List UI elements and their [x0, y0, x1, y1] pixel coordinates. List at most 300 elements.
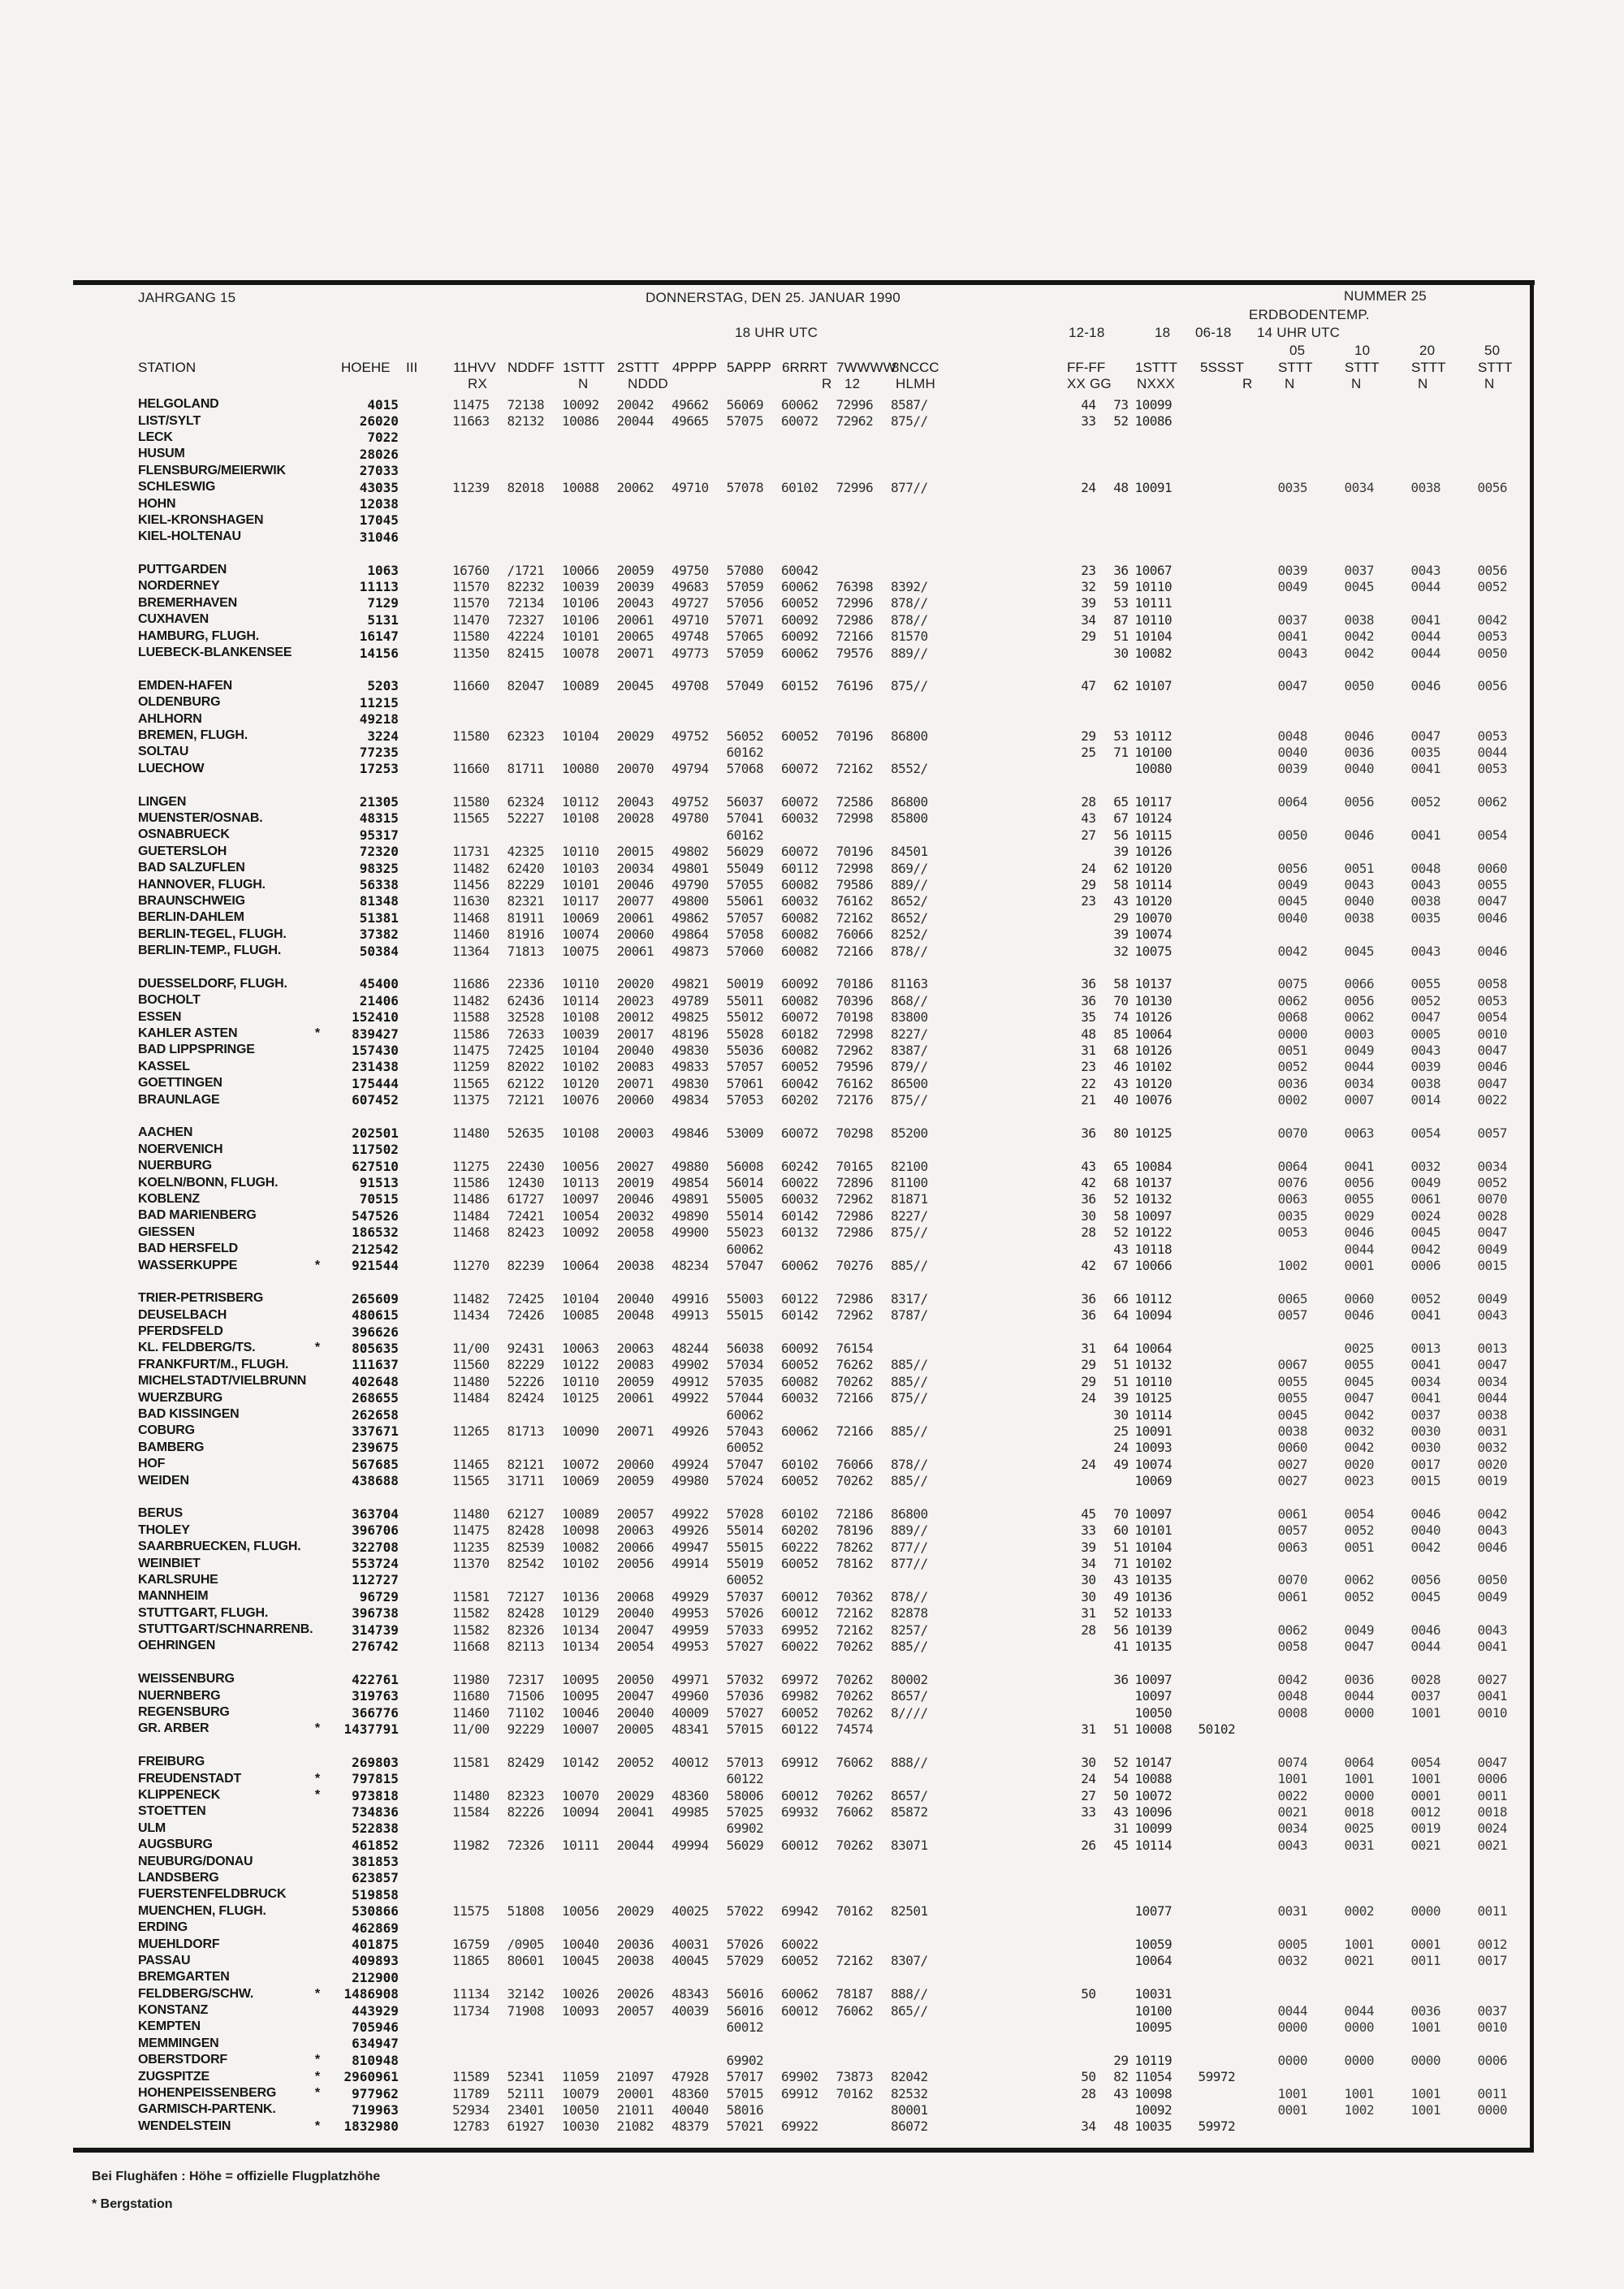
1sttt-18utc-value: 10064	[1134, 1953, 1173, 1969]
group-8nccc: 8657/	[891, 1688, 928, 1704]
sub-n: N	[578, 376, 589, 391]
station-name: BRAUNSCHWEIG	[138, 893, 245, 908]
station-name: LINGEN	[138, 794, 187, 809]
1sttt-18utc-value: 10135	[1134, 1572, 1173, 1588]
table-row	[138, 1406, 1531, 1423]
soil-05cm: 0008	[1277, 1704, 1308, 1721]
sub-r: R	[822, 376, 832, 391]
group-4pppp: 49926	[672, 1522, 709, 1539]
bergstation-marker: *	[314, 2086, 321, 2101]
soil-05cm: 0062	[1277, 1622, 1308, 1638]
group-4pppp: 49947	[672, 1539, 709, 1555]
table-row	[138, 1522, 1531, 1539]
group-7wwww: 72962	[836, 1191, 874, 1207]
station-name: BOCHOLT	[138, 993, 201, 1008]
soil-10cm: 0003	[1344, 1026, 1375, 1042]
soil-20cm: 0043	[1410, 1042, 1441, 1058]
station-number-iii: 203	[375, 678, 399, 694]
group-7wwww: 70362	[836, 1588, 874, 1604]
sub-12: 12	[844, 376, 861, 391]
station-number-iii: 836	[375, 1803, 399, 1820]
group-nddff: 72317	[507, 1671, 545, 1687]
table-row	[138, 1605, 1531, 1622]
group-5appp: 56069	[726, 396, 764, 412]
station-name: LANDSBERG	[138, 1870, 219, 1885]
group-6rrrt: 60082	[781, 1042, 818, 1058]
group-11hvv: 11434	[452, 1307, 490, 1324]
station-number-iii: 900	[375, 1969, 399, 1985]
station-number-iii: 708	[375, 1539, 399, 1555]
group-11hvv: 11480	[452, 1505, 490, 1522]
group-5appp: 60162	[726, 744, 764, 760]
soil-05cm: 0001	[1277, 2101, 1308, 2118]
group-11hvv: 11588	[452, 1009, 490, 1026]
group-8nccc: 8227/	[891, 1207, 928, 1224]
soil-20cm: 0049	[1410, 1175, 1441, 1191]
soil-50cm: 0053	[1477, 728, 1508, 744]
ffxx-value: 21	[1081, 1092, 1096, 1108]
hoehe-value: 276	[352, 1638, 375, 1654]
1sttt-18utc-value: 10137	[1134, 1175, 1173, 1191]
station-name: FREUDENSTADT	[138, 1771, 242, 1786]
soil-05cm: 0049	[1277, 578, 1308, 594]
soil-05cm: 0037	[1277, 611, 1308, 628]
ffgg-value: 50	[1113, 1787, 1129, 1803]
soil-10cm: 0051	[1344, 1539, 1375, 1555]
group-1sttt: 10076	[562, 1092, 599, 1108]
hoehe-value: 12	[359, 496, 375, 512]
station-number-iii: 544	[375, 1258, 399, 1273]
soil-50cm: 0053	[1477, 992, 1508, 1008]
table-row	[138, 1505, 1531, 1522]
hoehe-value: 623	[352, 1870, 375, 1886]
sub-nddd: NDDD	[628, 376, 668, 391]
ffgg-value: 32	[1113, 943, 1129, 959]
group-2sttt: 20083	[616, 1059, 654, 1075]
group-5appp: 56029	[726, 1837, 764, 1853]
group-7wwww: 72162	[836, 1953, 874, 1969]
group-nddff: 82022	[507, 1059, 545, 1075]
group-8nccc: 875//	[891, 413, 928, 430]
group-4pppp: 49846	[672, 1125, 709, 1141]
soil-05cm: 0076	[1277, 1175, 1308, 1191]
hoehe-value: 461	[352, 1837, 375, 1853]
group-7wwww: 72586	[836, 794, 874, 810]
group-11hvv: 11660	[452, 761, 490, 777]
group-nddff: 52226	[507, 1373, 545, 1389]
bergstation-marker: *	[314, 2053, 321, 2067]
group-1sttt: 10108	[562, 810, 599, 827]
group-4pppp: 49926	[672, 1423, 709, 1439]
ffgg-value: 71	[1113, 1556, 1129, 1572]
group-8nccc: 84501	[891, 844, 928, 860]
group-6rrrt: 60082	[781, 1373, 818, 1389]
station-name: GUETERSLOH	[138, 844, 227, 858]
station-number-iii: 688	[375, 1473, 399, 1489]
table-row	[138, 645, 1531, 661]
soil-50cm: 0010	[1477, 1704, 1508, 1721]
station-number-iii: 452	[375, 1092, 399, 1108]
1sttt-18utc-value: 10094	[1134, 1307, 1173, 1324]
group-6rrrt: 60052	[781, 1704, 818, 1721]
ffxx-value: 30	[1081, 1572, 1096, 1588]
group-11hvv: 11460	[452, 1704, 490, 1721]
station-number-iii: 315	[375, 810, 399, 827]
group-6rrrt: 69972	[781, 1671, 818, 1687]
ffgg-value: 43	[1113, 2085, 1129, 2101]
ffgg-value: 51	[1113, 1373, 1129, 1389]
group-4pppp: 49854	[672, 1175, 709, 1191]
group-5appp: 55014	[726, 1522, 764, 1539]
ffxx-value: 34	[1081, 611, 1096, 628]
station-number-iii: 706	[375, 1522, 399, 1539]
group-11hvv: 11370	[452, 1556, 490, 1572]
1sttt-18utc-value: 10135	[1134, 1638, 1173, 1654]
hoehe-value: 627	[352, 1158, 375, 1174]
soil-50cm: 0062	[1477, 794, 1508, 810]
group-nddff: 82539	[507, 1539, 545, 1555]
group-8nccc: 8387/	[891, 1042, 928, 1058]
group-11hvv: 11575	[452, 1903, 490, 1920]
station-name: KIEL-KRONSHAGEN	[138, 512, 264, 527]
station-name: MUENSTER/OSNAB.	[138, 810, 263, 825]
soil-05cm: 0002	[1277, 1092, 1308, 1108]
soil-10cm: 0031	[1344, 1837, 1375, 1853]
hoehe-value: 319	[352, 1688, 375, 1704]
1sttt-18utc-value: 10077	[1134, 1903, 1173, 1920]
group-7wwww: 70186	[836, 976, 874, 992]
top-rule	[73, 280, 1535, 285]
soil-20cm: 0044	[1410, 578, 1441, 594]
soil-20cm: 0000	[1410, 2052, 1441, 2068]
soil-05cm: 0041	[1277, 628, 1308, 645]
soil-05cm: 0035	[1277, 1207, 1308, 1224]
group-1sttt: 11059	[562, 2069, 599, 2085]
1sttt-18utc-value: 10091	[1134, 1423, 1173, 1439]
table-row	[138, 1423, 1531, 1439]
group-8nccc: 83071	[891, 1837, 928, 1853]
group-11hvv: 11565	[452, 810, 490, 827]
table-row	[138, 1936, 1531, 1952]
soil-05cm: 0000	[1277, 2019, 1308, 2035]
group-11hvv: 11480	[452, 1787, 490, 1803]
soil-05cm: 0039	[1277, 761, 1308, 777]
hoehe-value: 152	[352, 1009, 375, 1026]
station-number-iii: 400	[375, 976, 399, 992]
1sttt-18utc-value: 10132	[1134, 1357, 1173, 1373]
hoehe-value: 17	[359, 512, 375, 529]
ffxx-value: 31	[1081, 1605, 1096, 1622]
group-8nccc: 8252/	[891, 926, 928, 943]
station-name: OEHRINGEN	[138, 1639, 216, 1653]
soil-05cm: 0053	[1277, 1224, 1308, 1241]
1sttt-18utc-value: 10104	[1134, 628, 1173, 645]
footer-note-airports: Bei Flughäfen : Höhe = offizielle Flugplatzhöhe	[92, 2170, 381, 2183]
hoehe-value: 56	[359, 877, 375, 893]
group-2sttt: 20060	[616, 1092, 654, 1108]
group-5appp: 55019	[726, 1556, 764, 1572]
group-11hvv: 11580	[452, 728, 490, 744]
group-2sttt: 20063	[616, 1340, 654, 1356]
group-6rrrt: 60242	[781, 1158, 818, 1174]
group-5appp: 57028	[726, 1505, 764, 1522]
group-8nccc: 8257/	[891, 1622, 928, 1638]
group-11hvv: 11465	[452, 1456, 490, 1472]
table-row	[138, 412, 1531, 429]
group-1sttt: 10095	[562, 1688, 599, 1704]
station-number-iii: 515	[375, 1191, 399, 1207]
group-2sttt: 20027	[616, 1158, 654, 1174]
soil-10cm: 0040	[1344, 893, 1375, 909]
group-5appp: 57034	[726, 1357, 764, 1373]
group-1sttt: 10064	[562, 1258, 599, 1273]
soil-10cm: 0051	[1344, 860, 1375, 876]
group-7wwww: 70262	[836, 1787, 874, 1803]
group-1sttt: 10085	[562, 1307, 599, 1324]
group-5appp: 58006	[726, 1787, 764, 1803]
group-11hvv: 11580	[452, 628, 490, 645]
group-5appp: 57013	[726, 1754, 764, 1770]
hoehe-value: 77	[359, 744, 375, 760]
col-sttt-10: STTT	[1345, 360, 1380, 375]
1sttt-18utc-value: 10008	[1134, 1721, 1173, 1737]
1sttt-18utc-value: 10080	[1134, 761, 1173, 777]
station-number-iii: 305	[375, 794, 399, 810]
soil-05cm: 0052	[1277, 1059, 1308, 1075]
group-4pppp: 49922	[672, 1390, 709, 1406]
group-nddff: 51808	[507, 1903, 545, 1920]
soil-20cm: 0048	[1410, 860, 1441, 876]
nummer-label: NUMMER 25	[1344, 288, 1427, 304]
station-number-iii: 381	[375, 909, 399, 926]
ffxx-value: 32	[1081, 578, 1096, 594]
hoehe-value: 402	[352, 1373, 375, 1389]
ffgg-value: 49	[1113, 1456, 1129, 1472]
group-4pppp: 49821	[672, 976, 709, 992]
soil-05cm: 0027	[1277, 1456, 1308, 1472]
station-number-iii: 129	[375, 595, 399, 611]
ffgg-value: 30	[1113, 645, 1129, 661]
station-number-iii: 838	[375, 1820, 399, 1837]
col-hoehe: HOEHE	[341, 360, 391, 375]
1sttt-18utc-value: 10069	[1134, 1473, 1173, 1489]
table-row	[138, 479, 1531, 495]
soil-50cm: 0013	[1477, 1340, 1508, 1356]
station-number-iii: 510	[375, 1158, 399, 1174]
1sttt-18utc-value: 10102	[1134, 1556, 1173, 1572]
table-row	[138, 2068, 1531, 2084]
hoehe-value: 21	[359, 992, 375, 1008]
group-nddff: 72425	[507, 1290, 545, 1306]
group-4pppp: 49914	[672, 1556, 709, 1572]
station-name: AUGSBURG	[138, 1838, 213, 1852]
1sttt-18utc-value: 10050	[1134, 1704, 1173, 1721]
group-nddff: 71813	[507, 943, 545, 959]
ffgg-value: 40	[1113, 1092, 1129, 1108]
soil-50cm: 0043	[1477, 1307, 1508, 1324]
station-name: FELDBERG/SCHW.	[138, 1986, 254, 2001]
group-1sttt: 10134	[562, 1638, 599, 1654]
ffgg-value: 49	[1113, 1588, 1129, 1604]
ffxx-value: 22	[1081, 1075, 1096, 1091]
station-name: ULM	[138, 1820, 166, 1835]
soil-10cm: 0062	[1344, 1572, 1375, 1588]
ffgg-value: 70	[1113, 992, 1129, 1008]
table-row	[138, 396, 1531, 412]
group-6rrrt: 60042	[781, 562, 818, 578]
group-nddff: 22336	[507, 976, 545, 992]
row-spacer	[138, 1738, 1531, 1754]
1sttt-18utc-value: 10114	[1134, 1406, 1173, 1423]
sub-n-10: N	[1351, 376, 1362, 391]
group-1sttt: 10104	[562, 1042, 599, 1058]
group-nddff: /1721	[507, 562, 545, 578]
soil-05cm: 0057	[1277, 1307, 1308, 1324]
soil-50cm: 0043	[1477, 1622, 1508, 1638]
soil-20cm: 0041	[1410, 1390, 1441, 1406]
group-8nccc: 877//	[891, 1539, 928, 1555]
group-6rrrt: 60102	[781, 1505, 818, 1522]
group-6rrrt: 60082	[781, 992, 818, 1008]
table-row	[138, 1257, 1531, 1273]
group-11hvv: 11660	[452, 678, 490, 694]
soil-20cm: 0037	[1410, 1406, 1441, 1423]
group-6rrrt: 60102	[781, 479, 818, 495]
hoehe-value: 269	[352, 1754, 375, 1770]
soil-10cm: 1002	[1344, 2101, 1375, 2118]
group-5appp: 57057	[726, 1059, 764, 1075]
col-station: STATION	[138, 360, 197, 375]
soil-50cm: 0041	[1477, 1638, 1508, 1654]
station-number-iii: 637	[375, 1357, 399, 1373]
station-number-iii: 961	[375, 2069, 399, 2085]
group-8nccc: 82532	[891, 2085, 928, 2101]
group-4pppp: 49825	[672, 1009, 709, 1026]
soil-20cm: 0041	[1410, 827, 1441, 843]
group-8nccc: 8227/	[891, 1026, 928, 1042]
station-number-iii: 635	[375, 1340, 399, 1356]
group-8nccc: 888//	[891, 1986, 928, 2002]
1sttt-18utc-value: 10110	[1134, 1373, 1173, 1389]
1sttt-18utc-value: 10118	[1134, 1241, 1173, 1257]
group-nddff: 82121	[507, 1456, 545, 1472]
group-1sttt: 10113	[562, 1175, 599, 1191]
group-2sttt: 20047	[616, 1688, 654, 1704]
group-5appp: 56038	[726, 1340, 764, 1356]
table-row	[138, 1671, 1531, 1687]
soil-05cm: 0075	[1277, 976, 1308, 992]
group-5appp: 60062	[726, 1406, 764, 1423]
group-7wwww: 72962	[836, 1307, 874, 1324]
group-nddff: 72127	[507, 1588, 545, 1604]
soil-20cm: 0041	[1410, 611, 1441, 628]
hoehe-value: 462	[352, 1920, 375, 1936]
group-4pppp: 48234	[672, 1258, 709, 1273]
soil-05cm: 1001	[1277, 1771, 1308, 1787]
soil-50cm: 0057	[1477, 1125, 1508, 1141]
group-8nccc: 8657/	[891, 1787, 928, 1803]
group-1sttt: 10069	[562, 909, 599, 926]
group-6rrrt: 60092	[781, 628, 818, 645]
soil-50cm: 0027	[1477, 1671, 1508, 1687]
table-row	[138, 793, 1531, 810]
ffxx-value: 33	[1081, 413, 1096, 430]
group-11hvv: 11364	[452, 943, 490, 959]
group-5appp: 60052	[726, 1572, 764, 1588]
soil-10cm: 0062	[1344, 1009, 1375, 1026]
group-nddff: 72327	[507, 611, 545, 628]
group-6rrrt: 60082	[781, 909, 818, 926]
group-1sttt: 10112	[562, 794, 599, 810]
group-nddff: 82047	[507, 678, 545, 694]
group-8nccc: 885//	[891, 1638, 928, 1654]
soil-05cm: 0045	[1277, 1406, 1308, 1423]
group-8nccc: 85800	[891, 810, 928, 827]
station-number-iii: 382	[375, 926, 399, 943]
table-row	[138, 1224, 1531, 1241]
sub-xxgg: XX GG	[1067, 376, 1112, 391]
group-2sttt: 20061	[616, 611, 654, 628]
group-6rrrt: 60142	[781, 1207, 818, 1224]
group-1sttt: 10070	[562, 1787, 599, 1803]
group-11hvv: 11982	[452, 1837, 490, 1853]
table-row	[138, 1969, 1531, 1985]
group-2sttt: 20005	[616, 1721, 654, 1737]
group-11hvv: 12783	[452, 2118, 490, 2135]
group-nddff: 72425	[507, 1042, 545, 1058]
group-4pppp: 40009	[672, 1704, 709, 1721]
group-5appp: 57065	[726, 628, 764, 645]
ffgg-value: 65	[1113, 794, 1129, 810]
group-1sttt: 10046	[562, 1704, 599, 1721]
group-11hvv: 52934	[452, 2101, 490, 2118]
table-row	[138, 430, 1531, 446]
hoehe-value: 977	[352, 2085, 375, 2101]
soil-05cm: 0049	[1277, 877, 1308, 893]
station-number-iii: 615	[375, 1307, 399, 1324]
1sttt-18utc-value: 10104	[1134, 1539, 1173, 1555]
soil-50cm: 0046	[1477, 909, 1508, 926]
group-nddff: 61927	[507, 2118, 545, 2135]
station-number-iii: 502	[375, 1142, 399, 1158]
soil-20cm: 0052	[1410, 794, 1441, 810]
1sttt-18utc-value: 10099	[1134, 1820, 1173, 1837]
bergstation-marker: *	[314, 1986, 321, 2001]
hoehe-value: 45	[359, 976, 375, 992]
station-name: MICHELSTADT/VIELBRUNN	[138, 1374, 307, 1389]
group-2sttt: 20045	[616, 678, 654, 694]
soil-20cm: 0038	[1410, 1075, 1441, 1091]
soil-20cm: 0039	[1410, 1059, 1441, 1075]
group-2sttt: 20059	[616, 1473, 654, 1489]
group-2sttt: 20083	[616, 1357, 654, 1373]
ffxx-value: 36	[1081, 1191, 1096, 1207]
station-name: STOETTEN	[138, 1804, 206, 1819]
soil-50cm: 0046	[1477, 1539, 1508, 1555]
bergstation-marker: *	[314, 1341, 321, 1355]
station-name: NUERBURG	[138, 1159, 212, 1173]
group-nddff: 81713	[507, 1423, 545, 1439]
group-7wwww: 72166	[836, 1390, 874, 1406]
hoehe-value: 422	[352, 1671, 375, 1687]
group-8nccc: 879//	[891, 1059, 928, 1075]
group-6rrrt: 60022	[781, 1175, 818, 1191]
table-row	[138, 2101, 1531, 2118]
soil-20cm: 0006	[1410, 1258, 1441, 1273]
group-4pppp: 49902	[672, 1357, 709, 1373]
group-11hvv: 11480	[452, 1373, 490, 1389]
group-6rrrt: 60082	[781, 943, 818, 959]
